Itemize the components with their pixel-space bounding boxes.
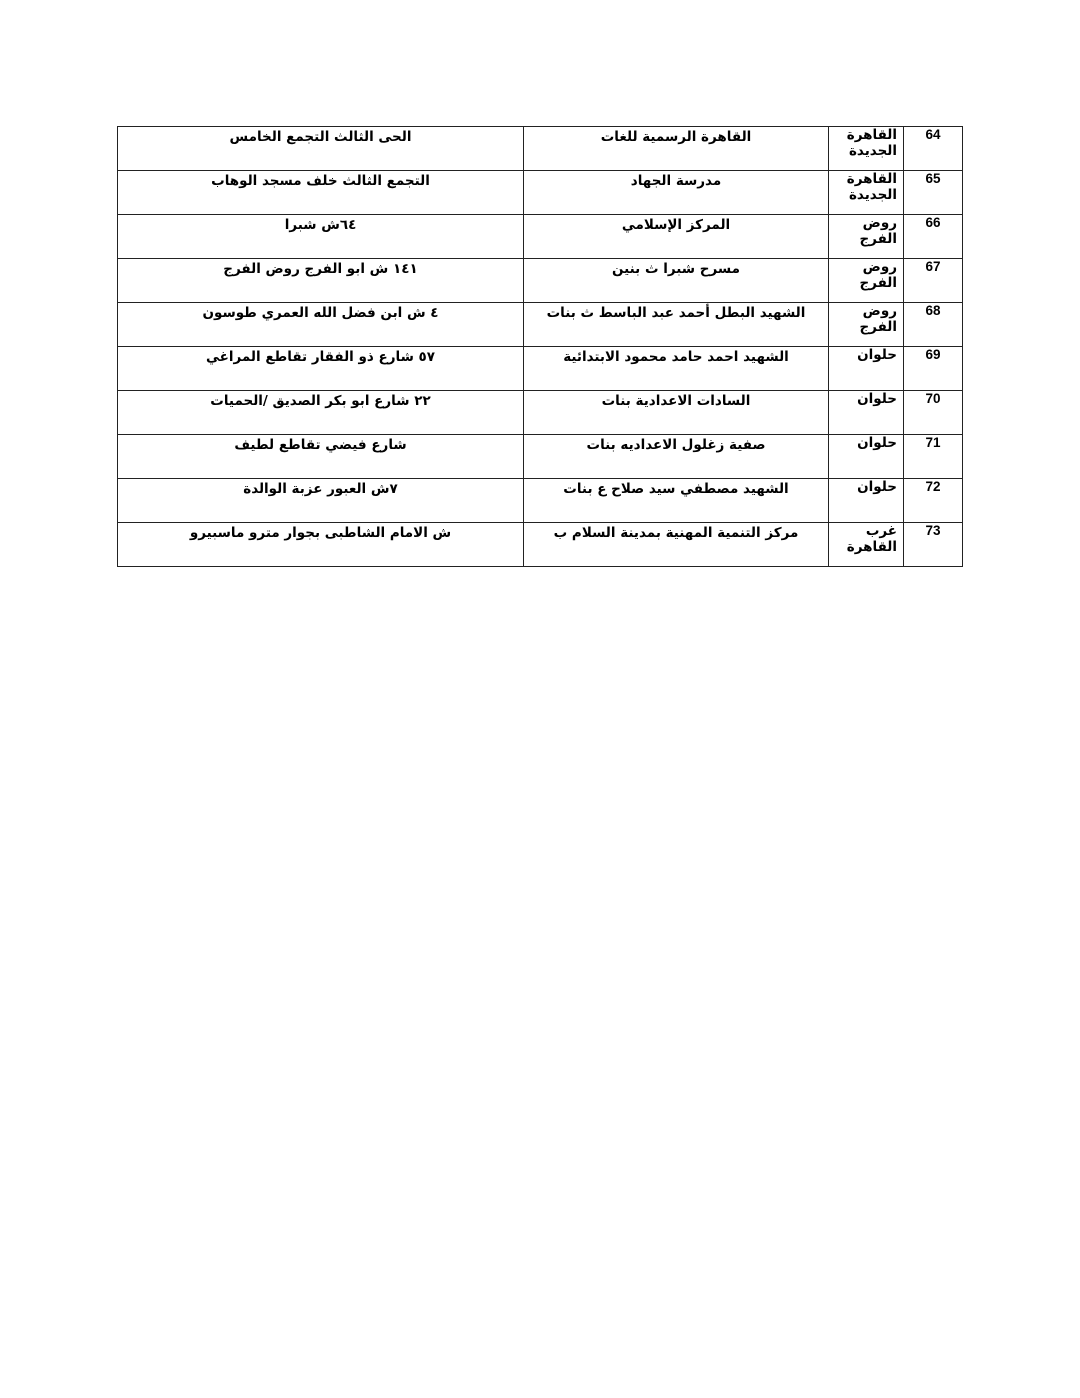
table-row (118, 171, 963, 215)
row-number: 72 (904, 479, 963, 523)
school-address: ش الامام الشاطبى بجوار مترو ماسبيرو (118, 523, 524, 567)
table-row (118, 391, 963, 435)
area-cell (829, 259, 904, 303)
school-address: ٢٢ شارع ابو بكر الصديق /الحميات (118, 391, 524, 435)
row-number: 69 (904, 347, 963, 391)
table-row (118, 347, 963, 391)
area-text: غرب القاهرة (846, 523, 897, 555)
school-address: ٧ش العبور عزبة الوالدة (118, 479, 524, 523)
school-name: القاهرة الرسمية للغات (524, 127, 829, 171)
area-cell (829, 479, 904, 523)
school-name: مسرح شبرا ث بنين (524, 259, 829, 303)
area-text: روض الفرج (859, 303, 897, 335)
area-text: روض الفرج (859, 215, 897, 247)
school-address: الحى الثالث التجمع الخامس (118, 127, 524, 171)
school-address: شارع فيضي تقاطع لطيف (118, 435, 524, 479)
row-number: 65 (904, 171, 963, 215)
school-name: الشهيد مصطفي سيد صلاح ع بنات (524, 479, 829, 523)
row-number: 66 (904, 215, 963, 259)
area-cell (829, 303, 904, 347)
row-number: 73 (904, 523, 963, 567)
school-name: صفية زغلول الاعداديه بنات (524, 435, 829, 479)
school-address: التجمع الثالث خلف مسجد الوهاب (118, 171, 524, 215)
area-cell (829, 347, 904, 391)
area-cell (829, 127, 904, 171)
school-name: مدرسة الجهاد (524, 171, 829, 215)
schools-table (117, 126, 963, 567)
school-name: السادات الاعدادية بنات (524, 391, 829, 435)
school-name: الشهيد احمد حامد محمود الابتدائية (524, 347, 829, 391)
table-row (118, 259, 963, 303)
table-row (118, 303, 963, 347)
area-cell (829, 523, 904, 567)
school-name: المركز الإسلامي (524, 215, 829, 259)
area-cell (829, 435, 904, 479)
table-row (118, 435, 963, 479)
table-row (118, 523, 963, 567)
school-name: مركز التنمية المهنية بمدينة السلام ب (524, 523, 829, 567)
area-text: القاهرة الجديدة (846, 171, 897, 203)
area-text: القاهرة الجديدة (846, 127, 897, 159)
area-text: حلوان (857, 479, 897, 495)
area-cell (829, 391, 904, 435)
area-cell (829, 171, 904, 215)
school-address: ٥٧ شارع ذو الفقار تقاطع المراغي (118, 347, 524, 391)
area-text: حلوان (857, 391, 897, 407)
school-address: ١٤١ ش ابو الفرج روض الفرج (118, 259, 524, 303)
school-address: ٦٤ش شبرا (118, 215, 524, 259)
row-number: 64 (904, 127, 963, 171)
table-row (118, 215, 963, 259)
row-number: 67 (904, 259, 963, 303)
row-number: 70 (904, 391, 963, 435)
school-address: ٤ ش ابن فضل الله العمري طوسون (118, 303, 524, 347)
table-row (118, 127, 963, 171)
area-text: حلوان (857, 347, 897, 363)
table-row (118, 479, 963, 523)
area-cell (829, 215, 904, 259)
area-text: حلوان (857, 435, 897, 451)
row-number: 68 (904, 303, 963, 347)
area-text: روض الفرج (859, 259, 897, 291)
school-name: الشهيد البطل أحمد عبد الباسط ث بنات (524, 303, 829, 347)
row-number: 71 (904, 435, 963, 479)
